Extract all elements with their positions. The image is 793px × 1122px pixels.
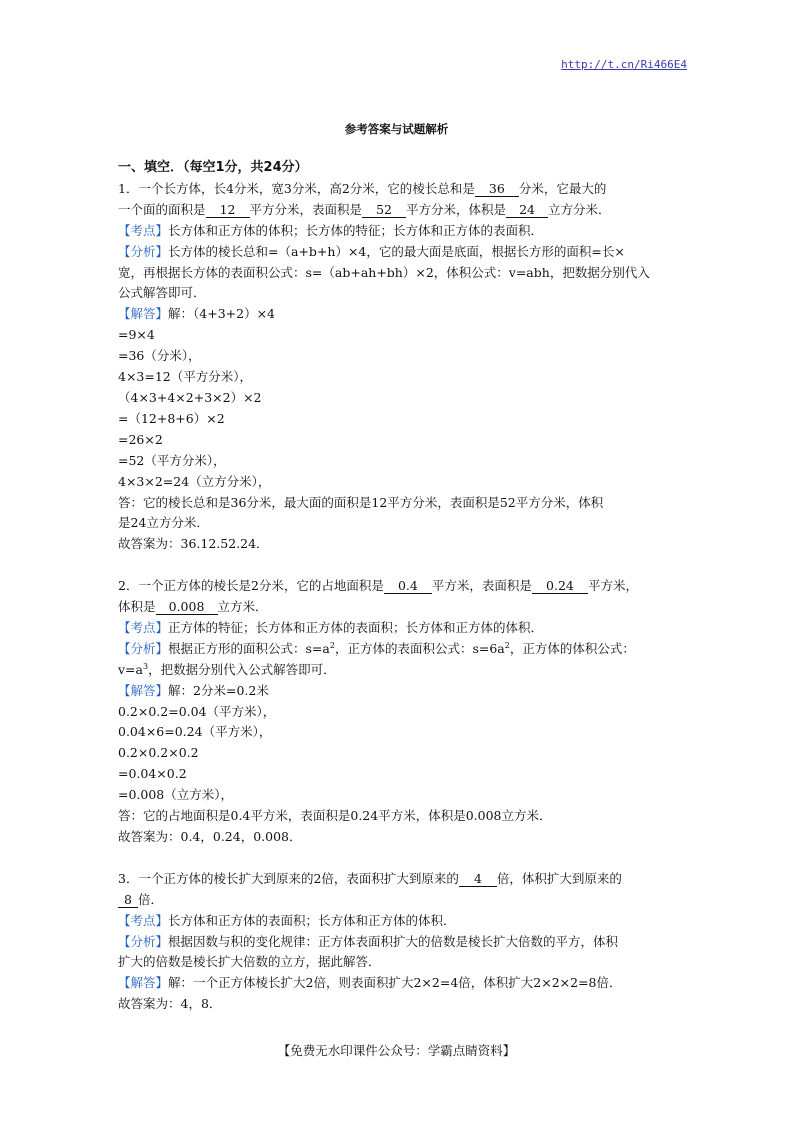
kaodian-text: 长方体和正方体的体积；长方体的特征；长方体和正方体的表面积．	[168, 222, 544, 238]
fenxi-text: ，正方体的表面积公式：s=6a	[334, 640, 505, 656]
q1-step: （4×3+4×2+3×2）×2	[118, 389, 262, 405]
q2-line-2	[118, 597, 678, 618]
q2-step: 0.2×0.2×0.2	[118, 745, 199, 761]
kaodian-text: 长方体和正方体的表面积；长方体和正方体的体积．	[168, 912, 456, 928]
footer-note: 【免费无水印课件公众号：学霸点睛资料】	[277, 1043, 516, 1058]
fenxi-text: 根据因数与积的变化规律：正方体表面积扩大的倍数是棱长扩大倍数的平方，体积	[168, 933, 619, 949]
q3-blank-2: 8	[118, 892, 138, 908]
q2-text: 体积是	[118, 599, 156, 615]
superscript: 3	[143, 661, 149, 671]
superscript: 2	[504, 640, 510, 650]
q1-fenxi-1	[118, 242, 678, 263]
q1-answer-2: 是24立方分米．	[118, 515, 209, 531]
q1-jieda	[118, 304, 678, 325]
q2-step: 0.04×6=0.24（平方米），	[118, 724, 272, 740]
q1-text: 平方分米，体积是	[406, 201, 507, 217]
kaodian-text: 正方体的特征；长方体和正方体的表面积；长方体和正方体的体积．	[168, 619, 544, 635]
q1-final-answer: 故答案为：36.12.52.24．	[118, 536, 269, 552]
q1-line-2	[118, 200, 678, 221]
q3-line-2	[118, 890, 678, 911]
fenxi-text: 根据正方形的面积公式：s=a	[168, 640, 330, 656]
page-title: 参考答案与试题解析	[344, 122, 449, 136]
q2-line-1	[118, 576, 678, 597]
q2-step: =0.008（立方米），	[118, 787, 234, 803]
jieda-text: 解：一个正方体棱长扩大2倍，则表面积扩大2×2=4倍，体积扩大2×2×2=8倍．	[168, 975, 622, 991]
q2-fenxi-2	[118, 660, 678, 681]
q1-blank-2: 12	[206, 202, 250, 218]
q2-answer: 答：它的占地面积是0.4平方米，表面积是0.24平方米，体积是0.008立方米．	[118, 808, 552, 824]
q1-text: 立方分米．	[548, 201, 611, 217]
kaodian-tag: 【考点】	[118, 222, 169, 238]
q1-fenxi-3: 公式解答即可．	[118, 285, 206, 301]
section-heading: 一、填空．（每空1分，共24分）	[118, 160, 308, 175]
q3-text: 倍．	[138, 891, 164, 907]
q2-blank-2: 0.24	[532, 578, 588, 594]
q1-text: 1．一个长方体，长4分米，宽3分米，高2分米，它的棱长总和是	[118, 180, 475, 196]
q3-text: 倍，体积扩大到原来的	[496, 870, 622, 886]
jieda-tag: 【解答】	[118, 306, 169, 322]
q2-step: =0.04×0.2	[118, 766, 187, 782]
q2-blank-1: 0.4	[384, 578, 432, 594]
q1-text: 分米，它最大的	[518, 180, 607, 196]
fenxi-text: ，正方体的体积公式：	[509, 640, 635, 656]
q1-line-1	[118, 179, 678, 200]
q2-text: 平方米，表面积是	[431, 578, 532, 594]
jieda-tag: 【解答】	[118, 975, 169, 991]
q1-blank-1: 36	[475, 181, 519, 197]
q3-fenxi-2: 扩大的倍数是棱长扩大倍数的立方，据此解答．	[118, 954, 381, 970]
q3-blank-1: 4	[459, 871, 497, 887]
q1-step: =26×2	[118, 431, 163, 447]
fenxi-text: ，把数据分别代入公式解答即可．	[148, 661, 336, 677]
q3-final-answer: 故答案为：4，8．	[118, 996, 222, 1012]
q3-text: 3．一个正方体的棱长扩大到原来的2倍，表面积扩大到原来的	[118, 870, 459, 886]
q2-fenxi-1	[118, 639, 678, 660]
q2-text: 平方米，	[587, 578, 638, 594]
source-url[interactable]: http://t.cn/Ri466E4	[561, 58, 687, 71]
q1-answer-1: 答：它的棱长总和是36分米，最大面的面积是12平方分米，表面积是52平方分米，体积	[118, 494, 604, 510]
q1-step: =9×4	[118, 327, 155, 343]
answer-content	[118, 158, 678, 1015]
q2-kaodian	[118, 618, 678, 639]
kaodian-tag: 【考点】	[118, 912, 169, 928]
jieda-tag: 【解答】	[118, 682, 169, 698]
q1-step: =36（分米），	[118, 348, 201, 364]
q1-text: 平方分米，表面积是	[249, 201, 363, 217]
q1-kaodian	[118, 221, 678, 242]
q1-blank-3: 52	[362, 202, 406, 218]
q1-step: =52（平方分米），	[118, 452, 226, 468]
q3-line-1	[118, 869, 678, 890]
superscript: 2	[329, 640, 335, 650]
q2-text: 立方米．	[217, 599, 268, 615]
q1-step: 4×3=12（平方分米），	[118, 369, 253, 385]
fenxi-text: v=a	[118, 661, 143, 677]
q1-fenxi-2: 宽，再根据长方体的表面积公式：s=（ab+ah+bh）×2，体积公式：v=abh，把数据分别代入	[118, 264, 650, 280]
q3-fenxi-1	[118, 932, 678, 953]
q1-blank-4: 24	[506, 202, 548, 218]
q1-step: =（12+8+6）×2	[118, 410, 225, 426]
kaodian-tag: 【考点】	[118, 619, 169, 635]
q2-step: 0.2×0.2=0.04（平方米），	[118, 703, 276, 719]
q1-step: 4×3×2=24（立方分米），	[118, 473, 271, 489]
q2-final-answer: 故答案为：0.4，0.24，0.008．	[118, 828, 302, 844]
q2-blank-3: 0.008	[156, 599, 218, 615]
q3-jieda	[118, 973, 678, 994]
jieda-text: 解：2分米=0.2米	[168, 682, 269, 698]
jieda-text: 解：（4+3+2）×4	[168, 306, 275, 322]
fenxi-tag: 【分析】	[118, 243, 169, 259]
q1-text: 一个面的面积是	[118, 201, 206, 217]
fenxi-text: 长方体的棱长总和=（a+b+h）×4，它的最大面是底面，根据长方形的面积=长×	[168, 243, 625, 259]
fenxi-tag: 【分析】	[118, 933, 169, 949]
q2-text: 2．一个正方体的棱长是2分米，它的占地面积是	[118, 578, 384, 594]
q3-kaodian	[118, 911, 678, 932]
fenxi-tag: 【分析】	[118, 640, 169, 656]
q2-jieda	[118, 681, 678, 702]
